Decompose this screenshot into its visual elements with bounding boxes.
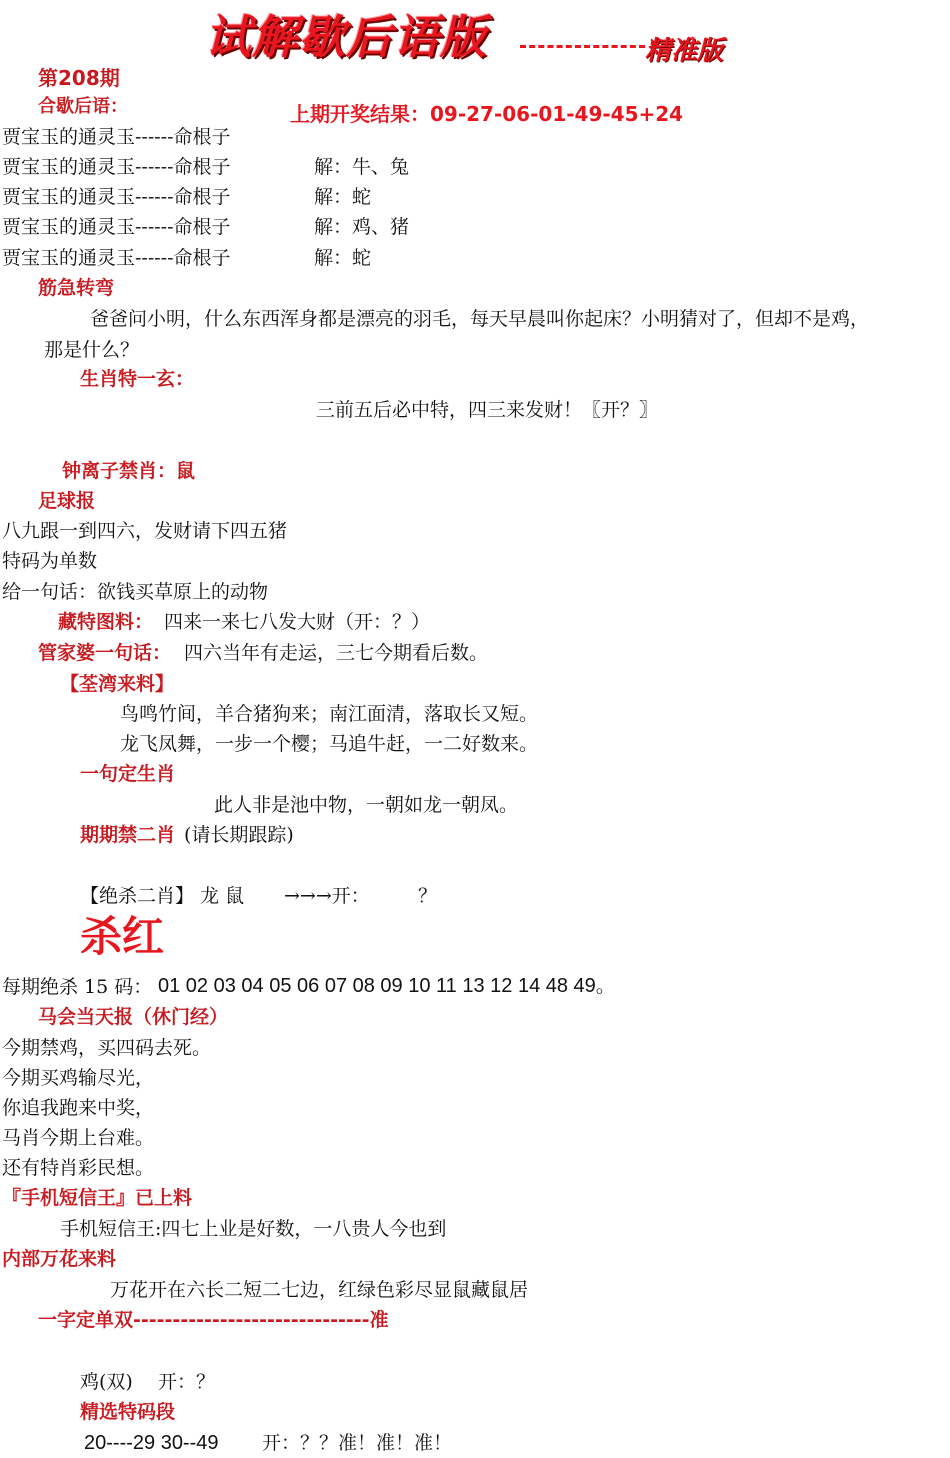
juesha-question: ？ (418, 885, 438, 907)
xiehouyu-row: 贾宝玉的通灵玉------命根子 (2, 156, 231, 178)
last-draw-result: 上期开奖结果：09-27-06-01-49-45+24 (290, 102, 684, 126)
mahui-line: 今期禁鸡，买四码去死。 (2, 1037, 212, 1059)
shengxiao-text: 三前五后必中特，四三来发财！〖开？〗 (316, 399, 659, 421)
xiehouyu-heading: 合歇后语： (38, 96, 128, 117)
xiehouyu-answer: 解：鸡、猪 (314, 216, 410, 238)
xiehouyu-answer: 解：牛、兔 (314, 156, 410, 178)
title-dash-divider (520, 45, 645, 48)
xiehouyu-answer: 解：蛇 (314, 186, 372, 208)
football-line: 特码为单数 (2, 550, 98, 572)
zhongli-text: 钟离子禁肖：鼠 (62, 460, 196, 482)
football-heading: 足球报 (38, 490, 96, 512)
quanwan-line: 鸟鸣竹间，羊合猪狗来；南江面清，落取长又短。 (120, 703, 539, 725)
mahui-line: 马肖今期上台难。 (2, 1127, 155, 1149)
mahui-line: 今期买鸡输尽光， (2, 1067, 155, 1089)
yiju-text: 此人非是池中物，一朝如龙一朝凤。 (214, 794, 519, 816)
juesha-arrows: →→→开： (284, 885, 370, 907)
page-title: 试解歇后语版 (205, 10, 487, 64)
quanwan-heading: 【荃湾来料】 (60, 673, 175, 695)
page-subtitle: 精准版 (645, 36, 724, 66)
tema-tail: 开：？？准！准！准！ (262, 1432, 453, 1454)
mahui-line: 你追我跑来中奖， (2, 1097, 155, 1119)
sms-heading: 『手机短信王』已上料 (2, 1187, 193, 1209)
issue-number: 第208期 (38, 66, 120, 90)
shahong-heading: 杀红 (80, 912, 165, 961)
qiqi-note: (请长期跟踪) (184, 824, 294, 846)
quanwan-line: 龙飞凤舞，一步一个樱；马追牛赶，一二好数来。 (120, 733, 539, 755)
mahui-line: 还有特肖彩民想。 (2, 1157, 155, 1179)
xiehouyu-row: 贾宝玉的通灵玉------命根子 (2, 216, 231, 238)
danshuang-pick: 鸡(双) (80, 1371, 133, 1393)
sms-text: 手机短信王:四七上业是好数，一八贵人今也到 (60, 1218, 447, 1240)
riddle-question: 爸爸问小明，什么东西浑身都是漂亮的羽毛，每天早晨叫你起床？小明猜对了，但却不是鸡， (90, 308, 870, 330)
wanhua-text: 万花开在六长二短二七边，红绿色彩尽显鼠藏鼠居 (110, 1279, 529, 1301)
guanjia-text: 四六当年有走运，三七今期看后数。 (184, 642, 489, 664)
shahong-label: 每期绝杀 15 码： (2, 976, 153, 998)
xiehouyu-answer: 解：蛇 (314, 247, 372, 269)
xiehouyu-row: 贾宝玉的通灵玉------命根子 (2, 186, 231, 208)
danshuang-heading: 一字定单双------------------------------准 (38, 1309, 389, 1331)
riddle-heading: 筋急转弯 (38, 277, 115, 299)
yiju-heading: 一句定生肖 (80, 763, 176, 785)
cangte-label: 藏特图料： (58, 611, 154, 633)
shahong-numbers: 01 02 03 04 05 06 07 08 09 10 11 13 12 14 48 49。 (158, 975, 616, 997)
riddle-question-cont: 那是什么？ (44, 339, 140, 361)
guanjia-label: 管家婆一句话： (38, 642, 172, 664)
football-line: 八九跟一到四六，发财请下四五猪 (2, 520, 288, 542)
shengxiao-heading: 生肖特一玄： (80, 368, 195, 390)
xiehouyu-row: 贾宝玉的通灵玉------命根子 (2, 126, 231, 148)
tema-heading: 精选特码段 (80, 1401, 176, 1423)
xiehouyu-row: 贾宝玉的通灵玉------命根子 (2, 247, 231, 269)
wanhua-heading: 内部万花来料 (2, 1248, 117, 1270)
football-line: 给一句话：欲钱买草原上的动物 (2, 581, 269, 603)
juesha-text: 【绝杀二肖】 龙 鼠 (80, 885, 245, 907)
cangte-text: 四来一来七八发大财（开：？） (164, 611, 431, 633)
qiqi-heading: 期期禁二肖 (80, 824, 176, 846)
mahui-heading: 马会当天报（休门经） (38, 1006, 229, 1028)
danshuang-open: 开：？ (158, 1371, 216, 1393)
tema-range: 20----29 30--49 (84, 1432, 219, 1454)
